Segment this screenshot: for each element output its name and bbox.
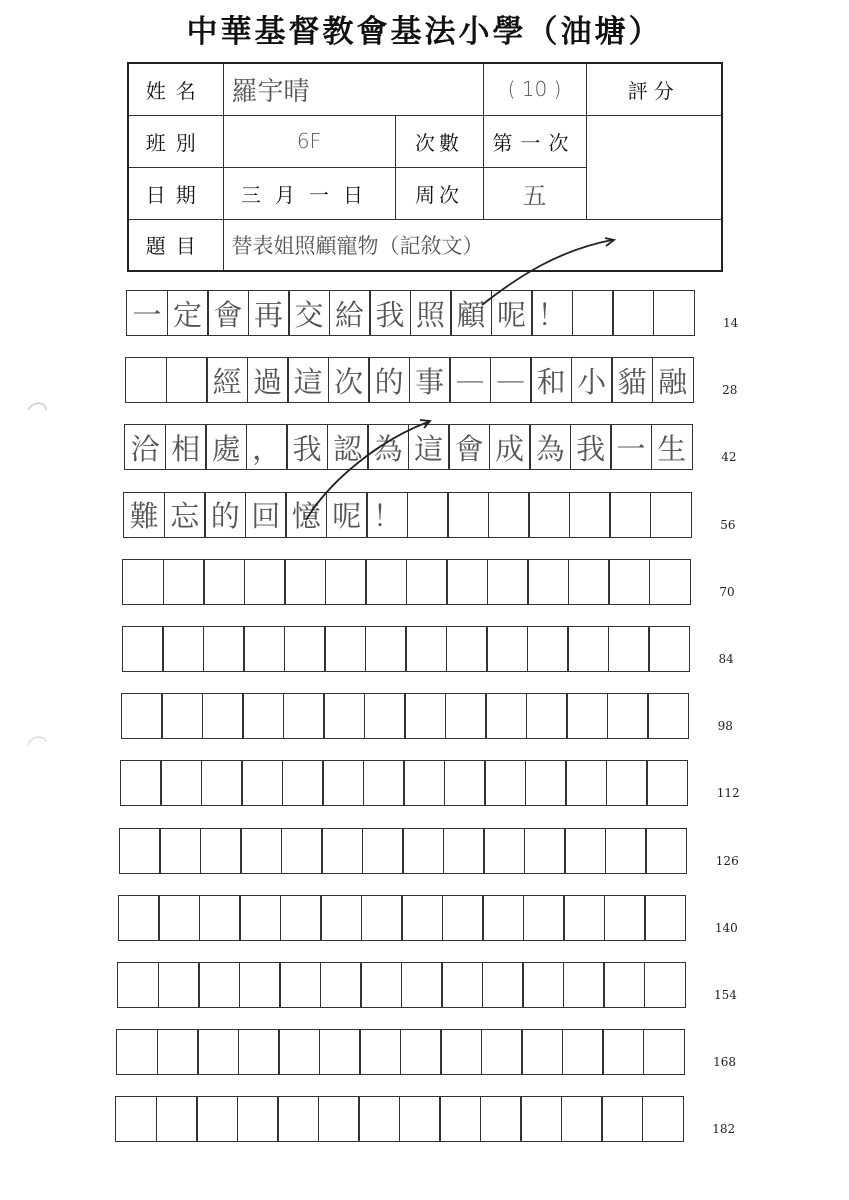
grid-cell: 洽 [124,424,166,470]
week-value: 五 [483,167,586,219]
date-value: 三月一日 [223,167,395,219]
row-character-count: 98 [717,719,733,734]
grid-cell: 相 [165,424,207,470]
class-number: ( 10 ) [483,63,586,115]
row-character-count: 168 [713,1055,736,1070]
grid-cell: 交 [288,290,330,336]
grid-cell: 呢 [491,290,533,336]
row-character-count: 182 [712,1122,736,1137]
grid-cell: 和 [530,357,572,403]
class-value: 6F [223,115,395,167]
grid-cell: 過 [247,357,289,403]
grid-cell: 一 [126,290,168,336]
grid-cell: 這 [408,424,450,470]
grid-cell: 憶 [285,492,327,538]
grid-cell: 生 [651,424,693,470]
grid-cell: 我 [286,424,328,470]
row-character-count: 154 [714,988,737,1002]
insertion-mark [306,422,428,520]
class-label: 班別 [128,115,223,167]
grid-cell: 經 [206,357,248,403]
grid-cell: 融 [652,357,694,403]
school-title: 中華基督教會基法小學（油塘） [186,14,663,50]
grid-cell: 一 [610,424,652,470]
grid-cell: 再 [248,290,290,336]
grid-cell: 次 [328,357,370,403]
grid-cell: — [490,357,532,403]
grid-cell: 照 [410,290,452,336]
grid-cell: 會 [448,424,490,470]
grid-cell: ， [246,424,288,470]
grid-cell: 定 [167,290,209,336]
topic-label: 題目 [128,219,223,271]
date-label: 日期 [128,167,223,219]
row-character-count: 112 [716,786,740,801]
grid-cell: 給 [329,290,371,336]
row-character-count: 28 [722,383,738,398]
name-value: 羅宇晴 [223,63,483,115]
row-character-count: 140 [714,920,738,935]
grid-cell: 忘 [164,492,206,538]
grid-cell: 貓 [611,357,653,403]
row-character-count: 56 [720,517,736,532]
grid-cell: 為 [367,424,409,470]
grid-cell: 成 [489,424,531,470]
row-character-count: 84 [718,652,734,666]
row-character-count: 126 [715,853,739,868]
grid-cell: ！ [366,492,408,538]
week-label: 周次 [395,167,483,219]
grid-cell: 這 [287,357,329,403]
grid-cell: 會 [207,290,249,336]
attempt-value: 第一次 [483,115,586,167]
grid-cell: 難 [123,492,165,538]
punch-hole-mark [28,403,46,410]
grid-cell: 我 [369,290,411,336]
grid-cell: 的 [368,357,410,403]
grid-cell: 我 [570,424,612,470]
grid-cell: ！ [531,290,573,336]
grid-cell: 小 [571,357,613,403]
grid-cell: — [449,357,491,403]
topic-value: 替表姐照顧寵物（記敘文） [223,219,722,271]
row-character-count: 70 [719,584,735,599]
grid-cell: 事 [409,357,451,403]
grid-cell: 為 [529,424,571,470]
grid-cell: 的 [204,492,246,538]
correction-arrow-mark [482,240,612,305]
attempt-label: 次數 [395,115,483,167]
punch-hole-mark-2 [28,737,46,745]
row-character-count: 14 [723,316,739,330]
grid-cell: 呢 [326,492,368,538]
grid-cell: 認 [327,424,369,470]
grid-cell: 處 [205,424,247,470]
row-character-count: 42 [721,450,737,465]
grid-cell: 顧 [450,290,492,336]
score-label: 評分 [586,63,722,115]
grid-cell: 回 [245,492,287,538]
name-label: 姓名 [128,63,223,115]
